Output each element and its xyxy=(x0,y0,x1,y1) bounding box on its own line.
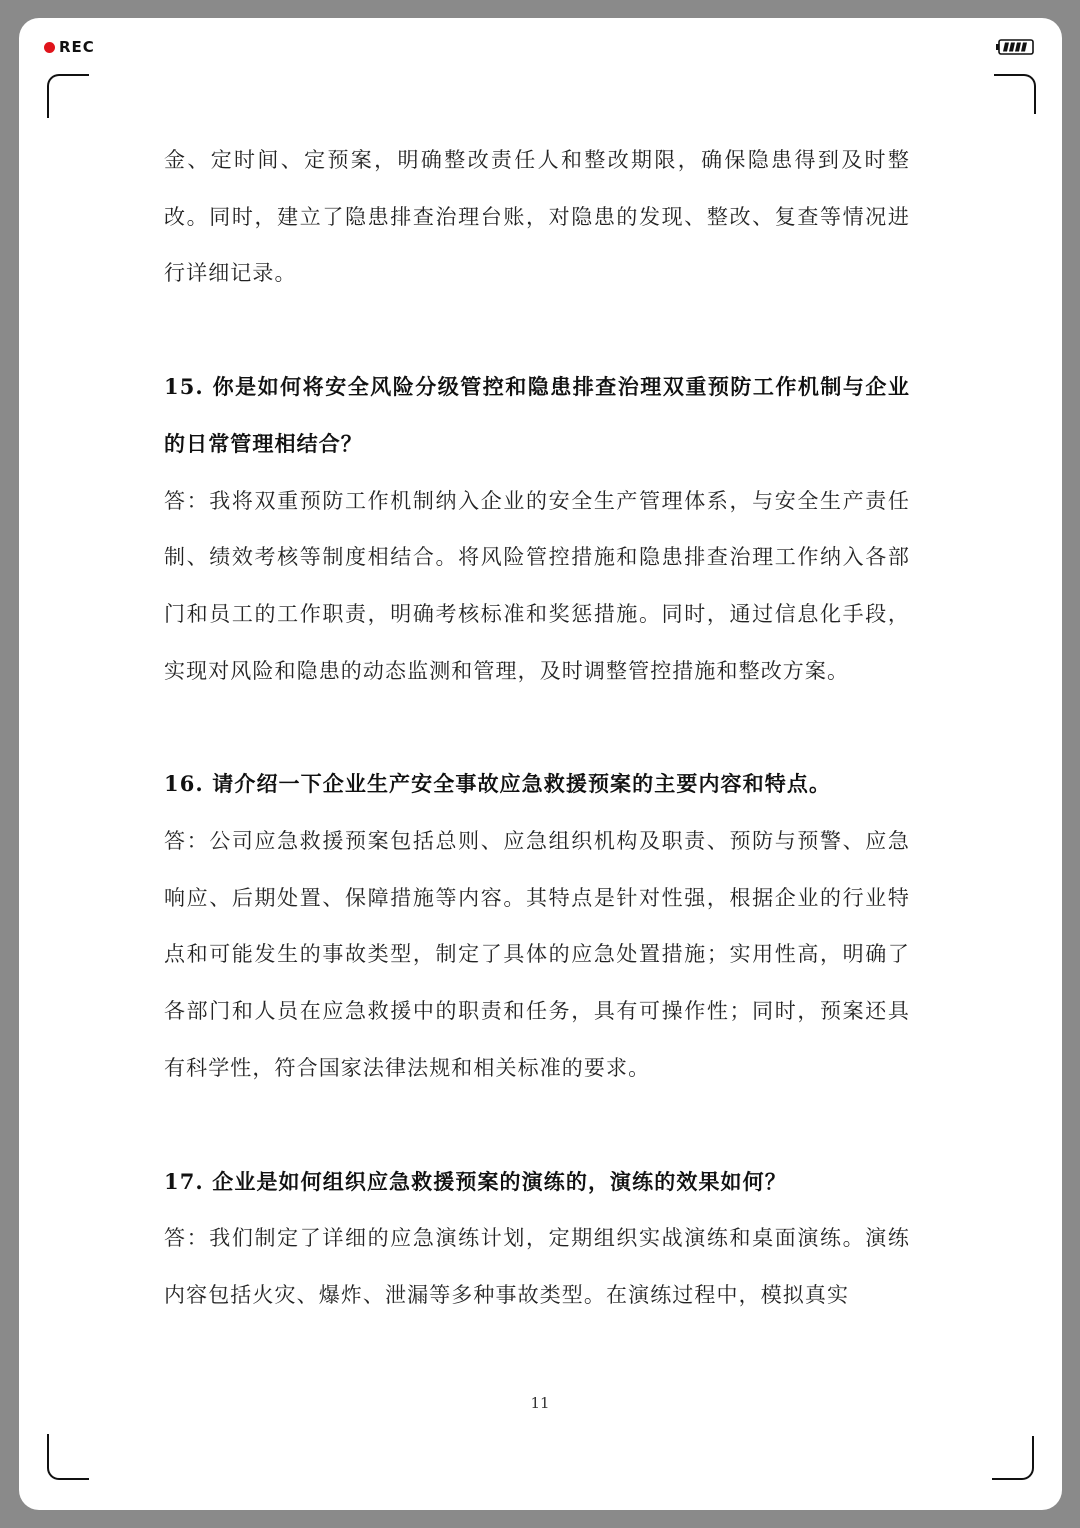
viewfinder-corner-bottom-right xyxy=(992,1436,1034,1480)
viewfinder-corner-top-left xyxy=(47,74,89,118)
answer-15: 答：我将双重预防工作机制纳入企业的安全生产管理体系，与安全生产责任制、绩效考核等制度相结合。将风险管控措施和隐患排查治理工作纳入各部门和员工的工作职责，明确考核标准和奖惩措施。同时，通过信息化手段，实现对风险和隐患的动态监测和管理，及时调整管控措施和整改方案。 xyxy=(164,488,910,683)
paragraph-continued: 金、定时间、定预案，明确整改责任人和整改期限，确保隐患得到及时整改。同时，建立了隐患排查治理台账，对隐患的发现、整改、复查等情况进行详细记录。 xyxy=(164,148,910,286)
battery-full-icon xyxy=(996,39,1034,55)
record-dot-icon xyxy=(44,42,55,53)
document-body xyxy=(164,132,910,1324)
answer-16: 答：公司应急救援预案包括总则、应急组织机构及职责、预防与预警、应急响应、后期处置、保障措施等内容。其特点是针对性强，根据企业的行业特点和可能发生的事故类型，制定了具体的应急处置措施；实用性高，明确了各部门和人员在应急救援中的职责和任务，具有可操作性；同时，预案还具有科学性，符合国家法律法规和相关标准的要求。 xyxy=(164,829,910,1080)
page-number: 11 xyxy=(530,1394,550,1412)
question-17: 17. 企业是如何组织应急救援预案的演练的，演练的效果如何？ xyxy=(164,1168,787,1194)
viewfinder-corner-bottom-left xyxy=(47,1434,89,1480)
rec-label: REC xyxy=(59,38,95,56)
answer-17: 答：我们制定了详细的应急演练计划，定期组织实战演练和桌面演练。演练内容包括火灾、爆炸、泄漏等多种事故类型。在演练过程中，模拟真实 xyxy=(164,1226,910,1307)
recording-indicator xyxy=(44,38,95,56)
question-16: 16. 请介绍一下企业生产安全事故应急救援预案的主要内容和特点。 xyxy=(164,771,832,797)
viewfinder-corner-top-right xyxy=(994,74,1036,114)
question-15: 15. 你是如何将安全风险分级管控和隐患排查治理双重预防工作机制与企业的日常管理相结合？ xyxy=(164,374,910,456)
